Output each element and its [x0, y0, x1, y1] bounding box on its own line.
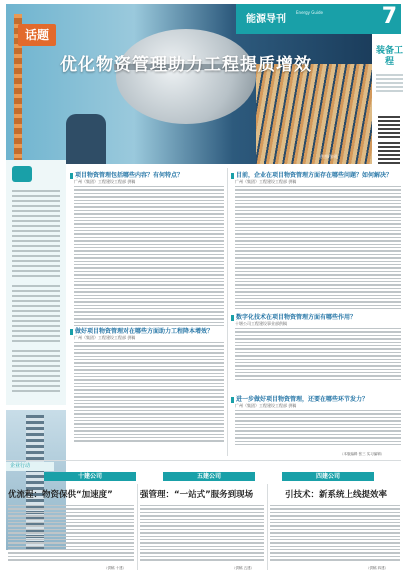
section-byline: 广州（集团）工程建设工程部 供稿	[235, 403, 297, 408]
company-headline: 优流程：物资保供“加速度”	[8, 490, 113, 500]
section-heading: 目前，企业在项目物资管理方面存在哪些问题？如何解决？	[231, 170, 392, 179]
pressure-vessel-graphic	[116, 29, 256, 124]
company-headline: 引技术：新系统上线提效率	[285, 490, 388, 500]
article-body	[8, 505, 134, 563]
sidebar-text-line	[376, 78, 403, 80]
page-title: 优化物资管理助力工程提质增效	[60, 55, 312, 75]
company-header: 四建公司	[282, 472, 374, 481]
qr-code-icon	[378, 116, 400, 138]
section-heading: 进一步做好项目物资管理，还要在哪些环节发力？	[231, 394, 368, 403]
company-headline: 强管理：“一站式”服务到现场	[140, 490, 254, 500]
paper-name: 能源导刊	[246, 14, 286, 25]
section-heading: 数字化技术在项目物资管理方面有哪些作用？	[231, 312, 356, 321]
topic-badge: 话题	[18, 24, 56, 46]
company-header: 十建公司	[44, 472, 136, 481]
company-header: 五建公司	[163, 472, 255, 481]
article-body	[235, 328, 401, 382]
section-sidebar	[374, 36, 405, 166]
tube-bundle-graphic	[256, 64, 372, 164]
article-body	[140, 505, 264, 563]
sidebar-text-line	[376, 82, 403, 84]
bottom-section-tag: 企业行动	[6, 462, 54, 471]
company-footer: （供稿 十建）	[104, 566, 127, 570]
masthead	[236, 4, 401, 34]
qr-code-icon	[378, 142, 400, 164]
company-footer: （供稿 五建）	[232, 566, 255, 570]
page-number: 7	[381, 4, 397, 29]
section-byline: 十堰公司工程建设事业部供稿	[235, 321, 287, 326]
article-body	[74, 342, 224, 444]
section-heading: 做好项目物资管理对在哪些方面助力工程降本增效？	[70, 326, 213, 335]
intro-box	[6, 160, 66, 405]
section-heading: 项目物资管理包括哪些内容？有何特点？	[70, 170, 183, 179]
quote-icon	[12, 166, 32, 182]
sidebar-text-line	[376, 74, 403, 76]
section-name: 装备工程	[375, 46, 403, 67]
article-body	[270, 505, 400, 563]
sidebar-text-line	[376, 90, 403, 92]
photo-caption: 供图/张明	[320, 154, 338, 159]
section-byline: 广州（集团）工程建设工程部 供稿	[74, 335, 136, 340]
editor-note: （本版编辑 张三 实习编辑）	[340, 452, 385, 456]
paper-english-name: Energy Guide	[296, 10, 324, 15]
sidebar-text-line	[376, 86, 403, 88]
article-body	[235, 410, 401, 447]
section-byline: 广州（集团）工程建设工程部 供稿	[74, 179, 136, 184]
article-body	[235, 186, 401, 311]
workers-graphic	[66, 114, 106, 164]
article-body	[74, 186, 224, 328]
company-footer: （供稿 四建）	[366, 566, 389, 570]
section-byline: 广州（集团）工程建设工程部 供稿	[235, 179, 297, 184]
